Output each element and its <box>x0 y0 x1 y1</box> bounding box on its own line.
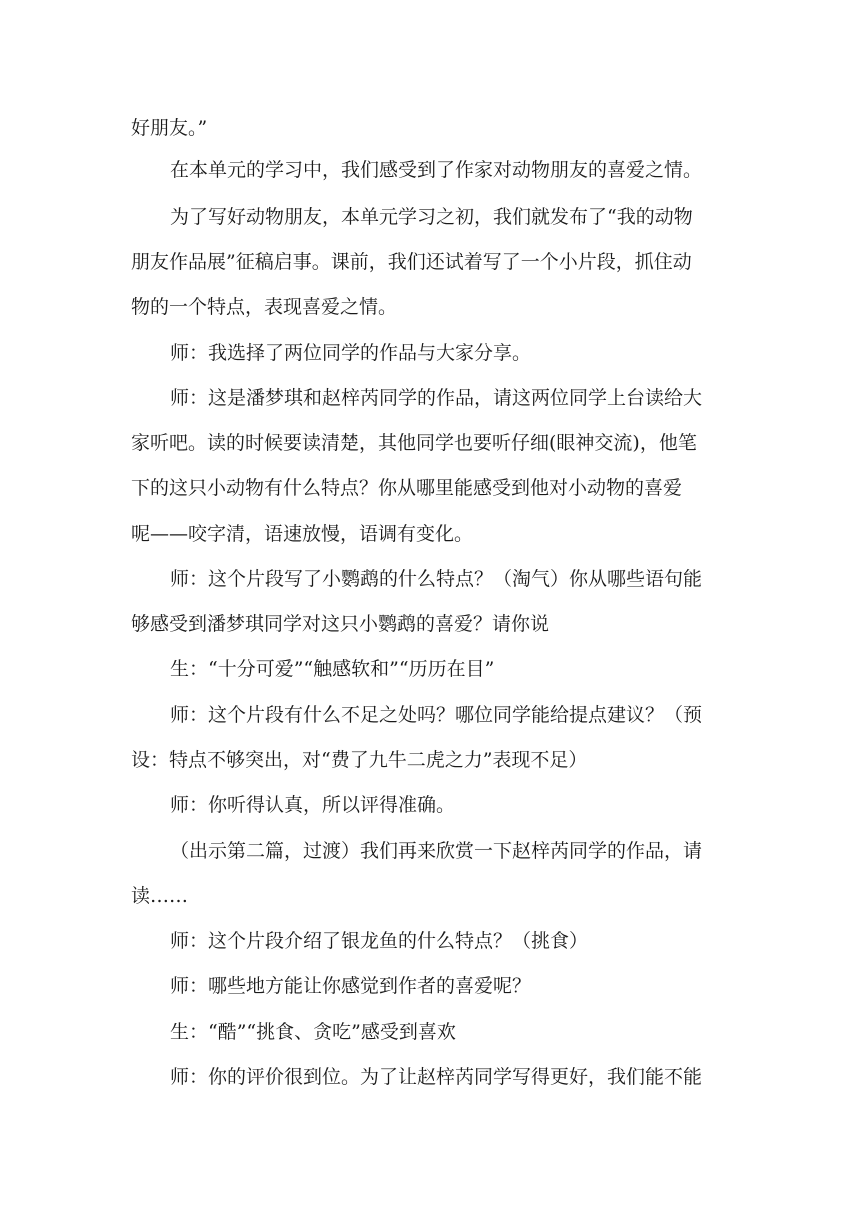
text-line: 在本单元的学习中，我们感受到了作家对动物朋友的喜爱之情。 <box>170 159 703 181</box>
text-line: 读…… <box>131 885 189 907</box>
text-line: 师：我选择了两位同学的作品与大家分享。 <box>170 342 532 364</box>
text-line: 师：这个片段写了小鹦鹉的什么特点？（淘气）你从哪些语句能 <box>170 568 703 590</box>
text-line: 生：“十分可爱”“触感软和”“历历在目” <box>170 658 495 680</box>
text-line: 师：你的评价很到位。为了让赵梓芮同学写得更好，我们能不能 <box>170 1066 703 1088</box>
text-line: 下的这只小动物有什么特点？你从哪里能感受到他对小动物的喜爱 <box>131 477 683 499</box>
text-line: 朋友作品展”征稿启事。课前，我们还试着写了一个小片段，抓住动 <box>131 251 692 273</box>
text-line: 师：哪些地方能让你感觉到作者的喜爱呢？ <box>170 975 532 997</box>
text-line: 设：特点不够突出，对“费了九牛二虎之力”表现不足） <box>131 749 588 771</box>
text-line: 呢——咬字清，语速放慢，语调有变化。 <box>131 523 474 545</box>
text-line: 好朋友。” <box>131 117 208 139</box>
text-line: 师：这个片段有什么不足之处吗？哪位同学能给提点建议？（预 <box>170 704 703 726</box>
text-line: 生：“酷”“挑食、贪吃”感受到喜欢 <box>170 1021 456 1043</box>
text-line: 为了写好动物朋友，本单元学习之初，我们就发布了“我的动物 <box>170 206 693 228</box>
text-line: 家听吧。读的时候要读清楚，其他同学也要听仔细(眼神交流)，他笔 <box>131 432 697 454</box>
text-line: 物的一个特点，表现喜爱之情。 <box>131 296 398 318</box>
text-line: 师：你听得认真，所以评得准确。 <box>170 794 456 816</box>
text-line: （出示第二篇，过渡）我们再来欣赏一下赵梓芮同学的作品，请 <box>170 840 703 862</box>
text-line: 够感受到潘梦琪同学对这只小鹦鹉的喜爱？请你说 <box>131 613 550 635</box>
text-line: 师：这是潘梦琪和赵梓芮同学的作品，请这两位同学上台读给大 <box>170 387 703 409</box>
text-line: 师：这个片段介绍了银龙鱼的什么特点？（挑食） <box>170 930 589 952</box>
